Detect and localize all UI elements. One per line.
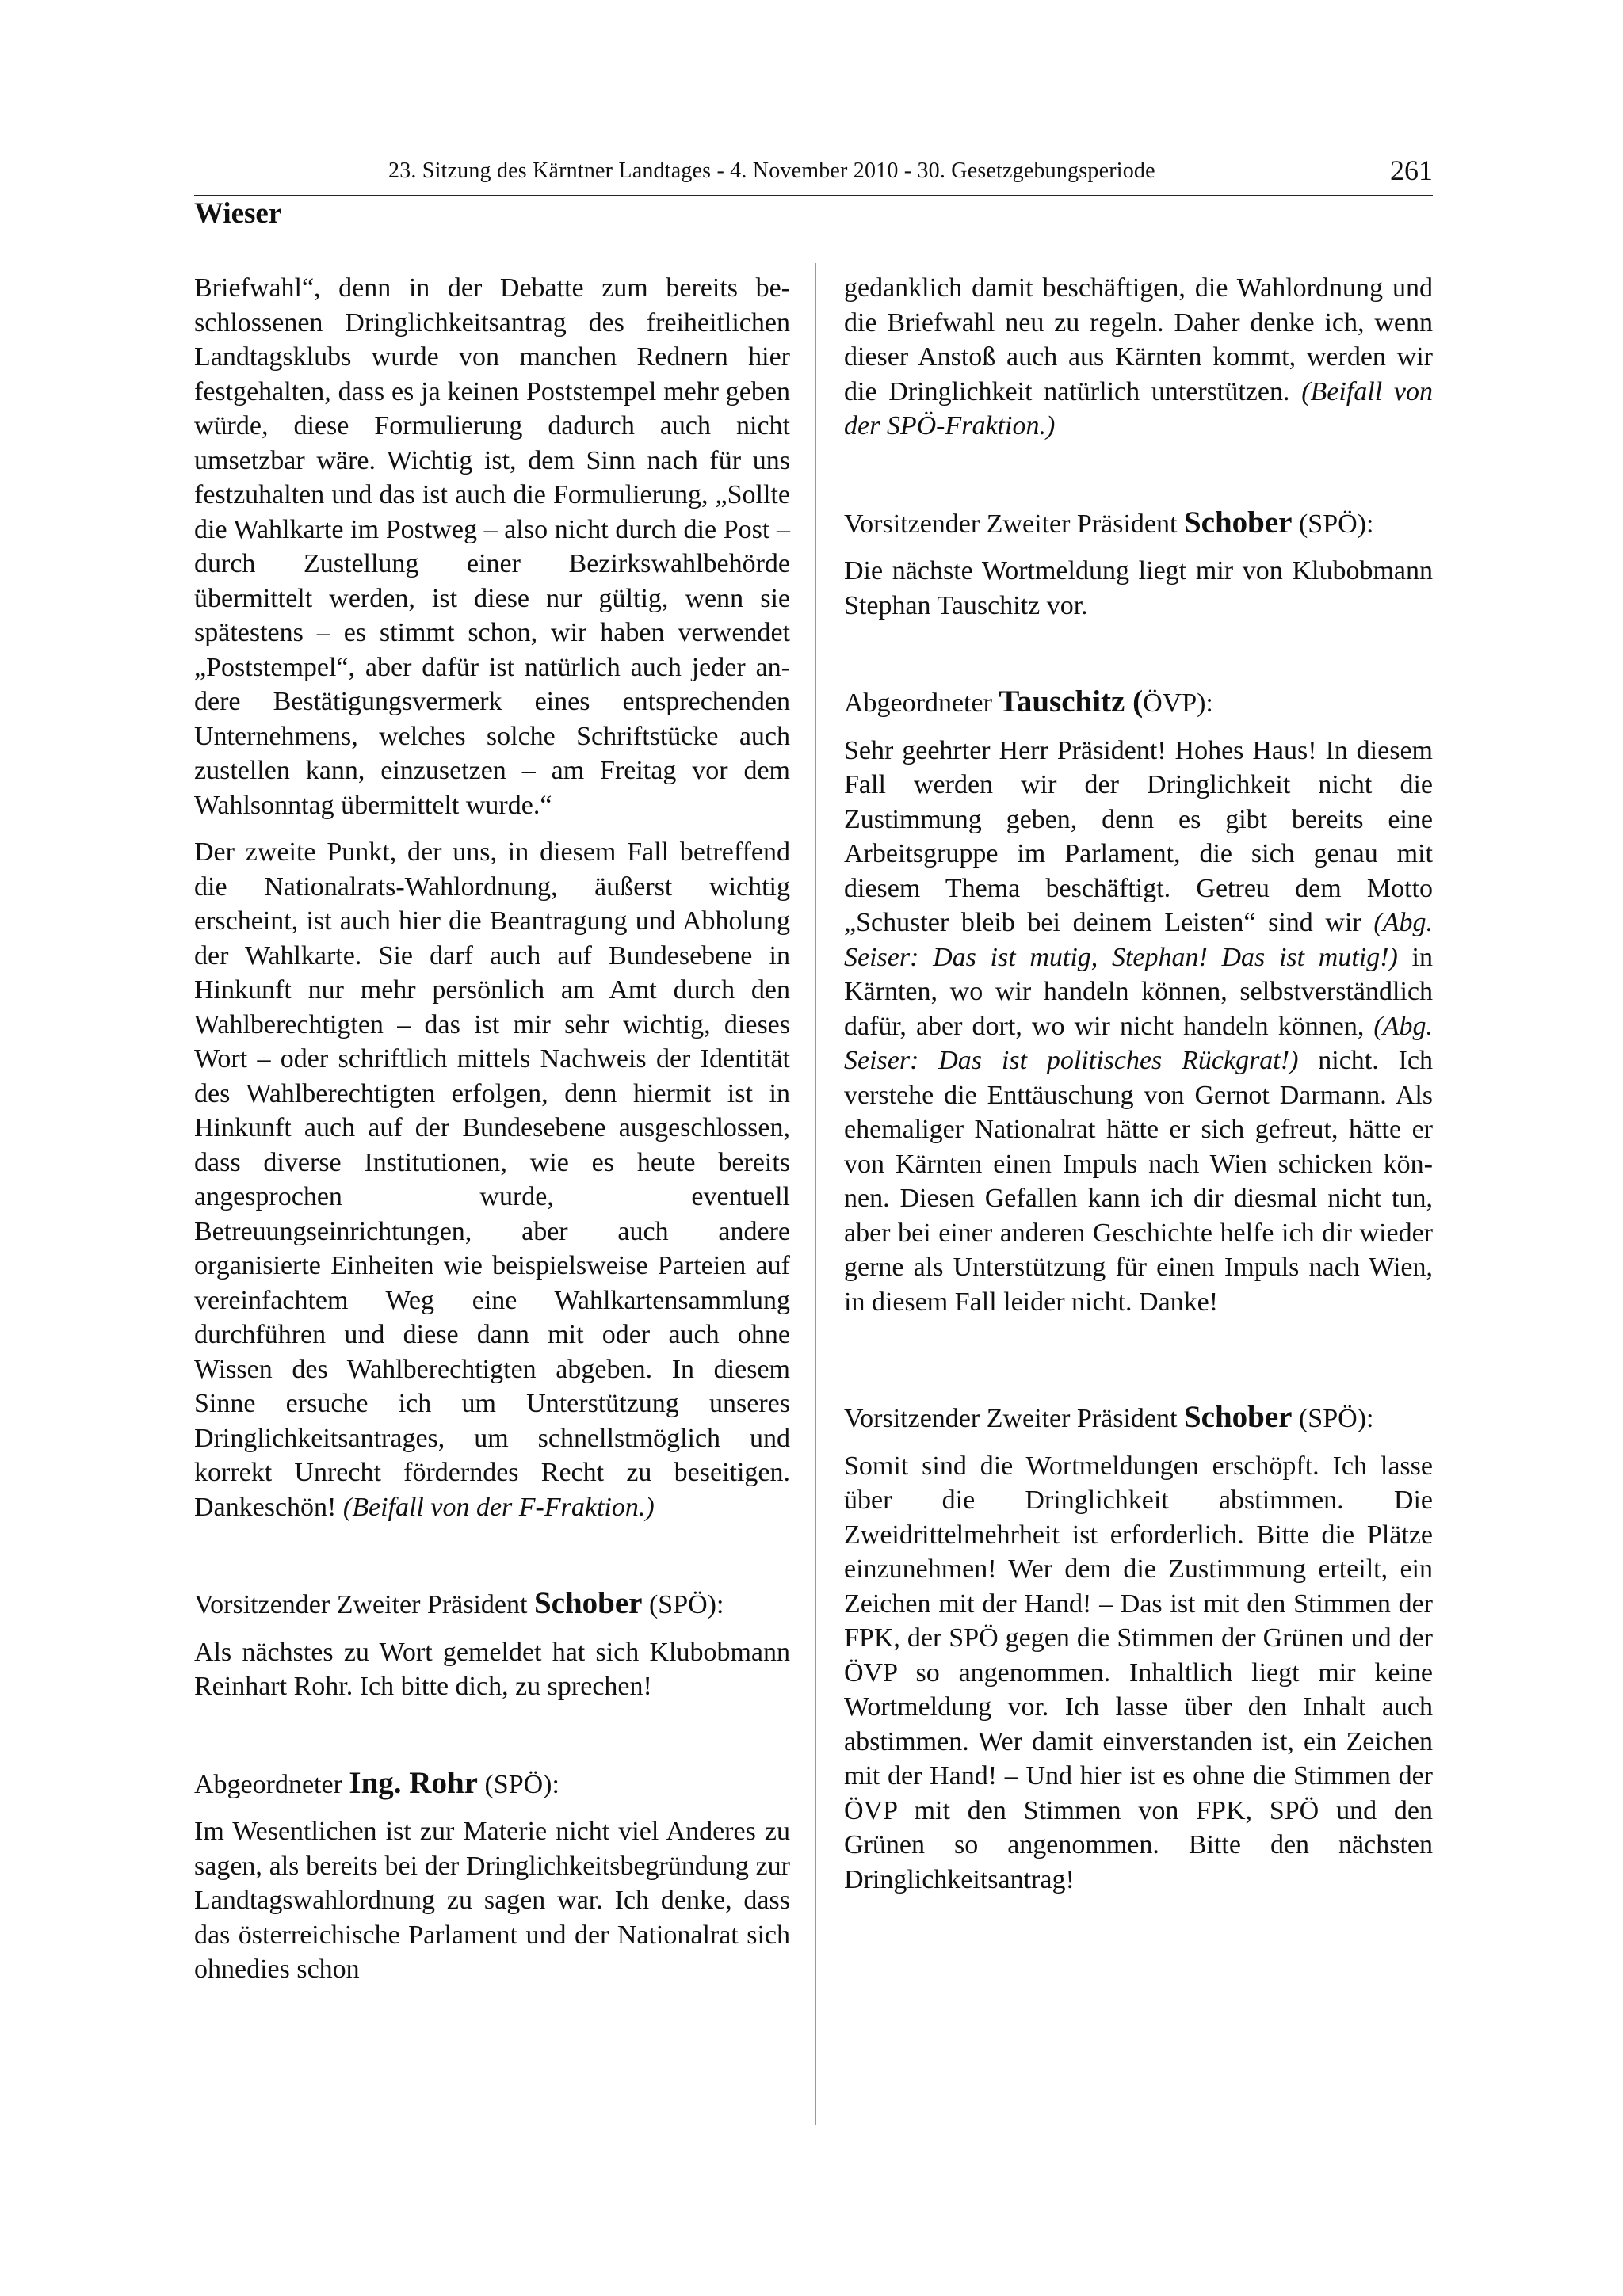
- column-divider: [815, 263, 816, 2125]
- paragraph: [844, 734, 1433, 1320]
- speaker-role: Vorsitzender Zweiter Präsident: [844, 1404, 1178, 1433]
- speaker-name: Tauschitz (: [999, 685, 1144, 719]
- paragraph: Briefwahl“, denn in der Debatte zum bereits beschlossenen Dringlichkeitsantrag des freiheitlichen Landtagsklubs wurde von manchen Rednern hier festgehalten, dass es ja keinen Poststempel mehr geben würde, diese Formulierung dadurch auch nicht umsetzbar wäre. Wichtig ist, dem Sinn nach für uns festzuhalten und das ist auch die Formulierung, „Sollte die Wahlkarte im Postweg – also nicht durch die Post – durch Zustellung einer Bezirkswahlbehörde übermittelt werden, ist diese nur gültig, wenn sie spätestens – es stimmt schon, wir haben verwendet „Poststempel“, aber dafür ist natürlich auch jeder andere Bestätigungsvermerk eines entsprechenden Unternehmens, welches solche Schriftstücke auch zustellen kann, einzusetzen – am Freitag vor dem Wahlsonntag übermittelt wurde.“: [194, 273, 790, 820]
- speaker-role: Vorsitzender Zweiter Präsident: [844, 509, 1178, 539]
- speaker-heading: [194, 1766, 790, 1802]
- speaker-party: (SPÖ):: [1298, 509, 1374, 539]
- page-number: 261: [1390, 154, 1433, 186]
- speaker-party: (SPÖ):: [484, 1769, 559, 1799]
- paragraph: [844, 271, 1433, 444]
- applause-note: (Beifall von der F-Fraktion.): [342, 1492, 655, 1522]
- speaker-role: Abgeordneter: [194, 1769, 342, 1799]
- speaker-role: Vorsitzender Zweiter Präsident: [194, 1590, 528, 1619]
- speaker-party: (SPÖ):: [1298, 1404, 1374, 1433]
- paragraph: Im Wesentlichen ist zur Materie nicht viel Anderes zu sagen, als bereits bei der Dringlichkeitsbegründung zur Landtagswahlordnung zu sagen war. Ich denke, dass das österreichische Parlament und der Nationalrat sich ohnedies schon: [194, 1817, 790, 1984]
- interjection: (Abg. Seiser: Das ist mutig, Stephan! Das ist mutig!): [844, 908, 1433, 972]
- paragraph-text: gedanklich damit beschäftigen, die Wahlordnung und die Briefwahl neu zu regeln. Daher denke ich, wenn dieser Anstoß auch aus Kärnten kommt, werden wir die Dringlichkeit natürlich unterstützen.: [844, 273, 1433, 406]
- speaker-name: Schober: [1183, 1400, 1293, 1434]
- right-column: [844, 271, 1433, 1909]
- paragraph-text: Sehr geehrter Herr Präsident! Hohes Haus! In diesem Fall werden wir der Dringlichkeit nicht die Zustimmung geben, denn es gibt bereits eine Arbeitsgruppe im Parlament, die sich genau mit diesem Thema beschäftigt. Getreu dem Motto „Schuster bleib bei deinem Leisten“ sind wir: [844, 735, 1433, 937]
- paragraph-text: in Kärnten, wo wir handeln können, selbstverständlich dafür, aber dort, wo wir nicht handeln können,: [844, 942, 1433, 1041]
- paragraph: [194, 835, 790, 1524]
- paragraph-text: nicht. Ich verstehe die Enttäuschung von Gernot Darmann. Als ehemaliger Nationalrat hätte er sich gefreut, hätte er von Kärnten einen Impuls nach Wien schicken können. Diesen Gefallen kann ich dir diesmal nicht tun, aber bei einer anderen Geschichte helfe ich dir wieder gerne als Unterstützung für einen Impuls nach Wien, in diesem Fall leider nicht. Danke!: [844, 1046, 1433, 1317]
- paragraph-text: Der zweite Punkt, der uns, in diesem Fall betreffend die Nationalrats-Wahlordnung, äußerst wichtig erscheint, ist auch hier die Beantragung und Abholung der Wahlkarte. Sie darf auch auf Bundesebene in Hinkunft nur mehr persönlich am Amt durch den Wahlberechtigten – das ist mir sehr wichtig, dieses Wort – oder schriftlich mittels Nachweis der Identität des Wahlberechtigten erfolgen, denn hiermit ist in Hinkunft auch auf der Bundesebene ausgeschlossen, dass diverse Institutionen, wie es heute bereits angesprochen wurde, eventuell Betreuungseinrichtungen, aber auch andere organisierte Einheiten wie beispielsweise Parteien auf vereinfachtem Weg eine Wahlkartensammlung durchführen und diese dann mit oder auch ohne Wissen des Wahlberechtigten abgeben. In diesem Sinne ersuche ich um Unterstützung unseres Dringlichkeitsantrages, um schnellstmöglich und korrekt Unrecht förderndes Recht zu beseitigen. Dankeschön!: [194, 837, 790, 1522]
- applause-note: (Beifall von der SPÖ-Fraktion.): [844, 376, 1433, 441]
- paragraph: Die nächste Wortmeldung liegt mir von Klubobmann Stephan Tauschitz vor.: [844, 556, 1433, 620]
- speaker-party: ÖVP):: [1143, 688, 1213, 718]
- speaker-party: (SPÖ):: [648, 1590, 724, 1619]
- speaker-name: Ing. Rohr: [349, 1765, 478, 1800]
- paragraph: Als nächstes zu Wort gemeldet hat sich Klubobmann Reinhart Rohr. Ich bitte dich, zu sprechen!: [194, 1637, 790, 1701]
- paragraph: Somit sind die Wortmeldungen erschöpft. Ich lasse über die Dringlichkeit abstimmen. Die Zweidrittelmehrheit ist erforderlich. Bitte die Plätze einzunehmen! Wer dem die Zustimmung erteilt, ein Zeichen mit der Hand! – Das ist mit den Stimmen der FPK, der SPÖ gegen die Stimmen der Grünen und der ÖVP so angenommen. Inhaltlich liegt mir keine Wortmeldung vor. Ich lasse über den Inhalt auch abstimmen. Wer damit einverstanden ist, ein Zeichen mit der Hand! – Und hier ist es ohne die Stimmen der ÖVP mit den Stimmen von FPK, SPÖ und den Grünen so angenommen. Bitte den nächsten Dringlichkeitsantrag!: [844, 1451, 1433, 1894]
- speaker-heading: [844, 685, 1433, 721]
- speaker-name: Schober: [1183, 505, 1293, 540]
- session-header: 23. Sitzung des Kärntner Landtages - 4. November 2010 - 30. Gesetzgebungsperiode: [388, 158, 1155, 183]
- running-speaker-tag: Wieser: [194, 197, 282, 230]
- left-column: [194, 271, 790, 2000]
- interjection: (Abg. Seiser: Das ist politisches Rückgrat!): [844, 1011, 1433, 1075]
- speaker-heading: [844, 505, 1433, 542]
- speaker-heading: [844, 1400, 1433, 1436]
- speaker-role: Abgeordneter: [844, 688, 992, 718]
- speaker-heading: [194, 1586, 790, 1623]
- speaker-name: Schober: [533, 1586, 643, 1620]
- header-rule: [194, 195, 1433, 196]
